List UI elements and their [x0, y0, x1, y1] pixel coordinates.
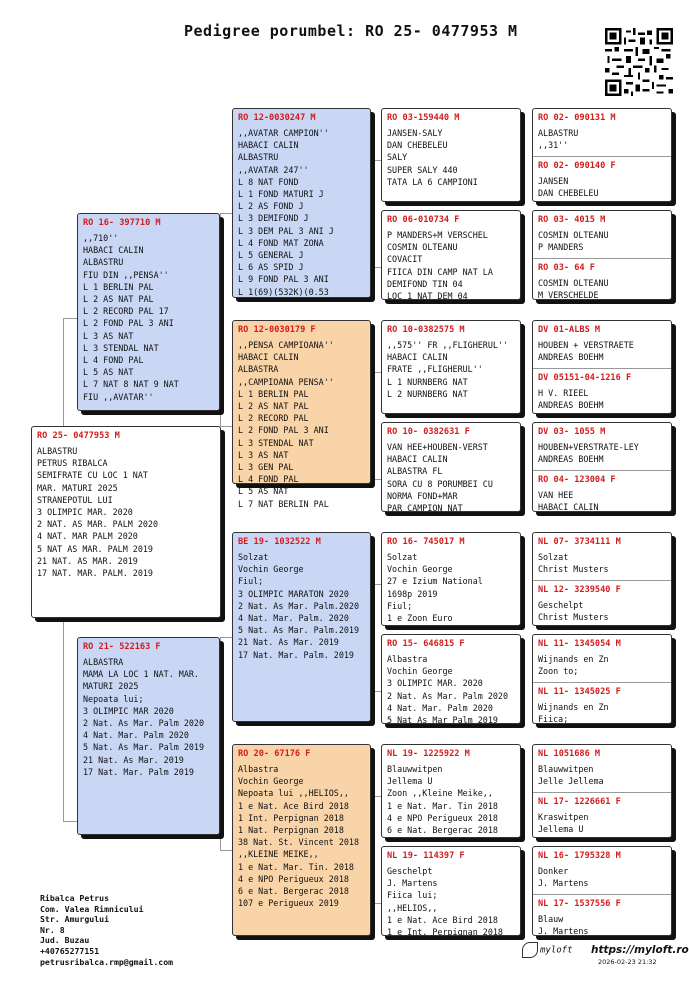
website-link[interactable]: https://myloft.ro: [591, 944, 689, 956]
great-great-grandparent-pair: [532, 210, 672, 300]
pedigree-line: ANDREAS BOEHM: [538, 454, 604, 465]
great-grandparent-card[interactable]: [381, 846, 521, 936]
myloft-logo: [522, 942, 573, 958]
pedigree-line: 5 Nat. As Mar. Palm 2019: [83, 742, 205, 753]
grandparent-card[interactable]: [232, 108, 371, 298]
grandparent-card[interactable]: [232, 320, 371, 509]
pedigree-line: 21 NAT. AS MAR. 2019: [37, 555, 138, 566]
great-grandparent-card[interactable]: [381, 108, 521, 202]
pedigree-line: L 3 DEMIFOND J: [238, 213, 309, 224]
great-grandparent-id: NL 19- 114397 F: [387, 851, 465, 861]
owner-name: Ribalca Petrus: [40, 893, 110, 903]
pedigree-line: 5 Nat. As Mar. Palm.2019: [238, 625, 360, 636]
owner-address: Nr. 8: [40, 924, 65, 935]
pedigree-line: 1 Nat. Perpignan 2018: [238, 825, 344, 836]
grandparent-lines: [238, 127, 365, 298]
great-great-grandparent-card[interactable]: [533, 211, 671, 258]
pedigree-line: 1 e Int. Perpignan 2018: [387, 927, 503, 938]
pedigree-line: L 8 NAT FOND: [238, 176, 299, 187]
great-grandparent-id: NL 19- 1225922 M: [387, 749, 470, 759]
great-great-grandparent-card[interactable]: [533, 368, 671, 413]
great-grandparent-lines: [387, 339, 515, 400]
pedigree-line: HABACI CALIN: [387, 454, 448, 465]
great-great-grandparent-card[interactable]: [533, 894, 671, 939]
pedigree-line: Christ Musters: [538, 564, 609, 575]
great-great-grandparent-card[interactable]: [533, 321, 671, 368]
pedigree-line: 4 Nat. Mar. Palm 2020: [83, 730, 189, 741]
grandparent-card[interactable]: [232, 744, 371, 936]
pedigree-line: Blauwwitpen: [387, 764, 443, 774]
great-grandparent-lines: [387, 763, 515, 836]
owner-address: Com. Valea Rimnicului: [40, 903, 144, 914]
pedigree-line: ,,KLEINE MEIKE,,: [238, 849, 319, 860]
pedigree-line: L 1(69)(532K)(0.53: [238, 286, 329, 297]
pedigree-line: 2 Nat. As Mar. Palm 2020: [83, 718, 205, 729]
pedigree-line: ALBASTRA: [238, 364, 279, 375]
pedigree-line: 2 Nat. As Mar. Palm 2020: [387, 690, 509, 701]
grandparent-card[interactable]: [232, 532, 371, 722]
pedigree-line: Fiul;: [387, 600, 413, 611]
pedigree-line: ALBASTRU: [238, 152, 279, 163]
pedigree-line: L 3 AS NAT: [83, 330, 134, 341]
pedigree-line: L 2 AS FOND J: [238, 201, 304, 212]
great-great-grandparent-card[interactable]: [533, 258, 671, 303]
great-great-grandparent-id: RO 02- 090140 F: [538, 161, 616, 171]
great-great-grandparent-id: RO 02- 090131 M: [538, 113, 616, 123]
great-great-grandparent-card[interactable]: [533, 847, 671, 894]
pedigree-line: 1 Int. Perpignan 2018: [238, 812, 344, 823]
pedigree-line: Solzat: [538, 552, 569, 562]
pedigree-line: ,,HELIOS,,: [387, 902, 438, 913]
pedigree-line: Nepoata lui;: [83, 693, 144, 704]
great-grandparent-card[interactable]: [381, 532, 521, 626]
great-great-grandparent-pair: [532, 320, 672, 414]
pedigree-line: FIU ,,AVATAR'': [83, 391, 154, 402]
great-grandparent-id: RO 10- 0382631 F: [387, 427, 470, 437]
pedigree-line: PAR CAMPION NAT: [387, 503, 463, 514]
pedigree-line: ,,575'' FR ,,FLIGHERUL'': [387, 340, 509, 350]
pedigree-line: STRANEPOTUL LUI: [37, 494, 113, 505]
pedigree-line: L 9 FOND PAL 3 ANI: [238, 274, 329, 285]
pedigree-line: L 1 BERLIN PAL: [238, 388, 309, 399]
pedigree-line: L 4 FOND PAL: [238, 474, 299, 485]
pedigree-line: L 2 AS NAT PAL: [238, 401, 309, 412]
pedigree-line: 6 e Nat. Bergerac 2018: [238, 886, 349, 897]
subject-card[interactable]: [31, 426, 221, 618]
pedigree-line: 3 OLIMPIC MAR 2020: [83, 705, 174, 716]
pedigree-line: J. Martens: [538, 926, 589, 937]
pedigree-line: 1 e Zoon Euro: [387, 613, 453, 624]
pedigree-line: 2 NAT. AS MAR. PALM 2020: [37, 519, 159, 530]
pedigree-line: Jelle Jellema: [538, 776, 604, 787]
pedigree-line: 1 e Nat. Mar. Tin. 2018: [238, 861, 354, 872]
pedigree-line: L 3 DEM PAL 3 ANI J: [238, 225, 334, 236]
pedigree-line: 27 e Izium National: [387, 576, 483, 587]
pedigree-line: FRATE ,,FLIGHERUL'': [387, 364, 483, 375]
pedigree-line: L 4 FOND PAL: [83, 355, 144, 366]
pedigree-line: L 7 NAT 8 NAT 9 NAT: [83, 379, 179, 390]
great-great-grandparent-id: DV 01-ALBS M: [538, 325, 601, 335]
pedigree-line: Fiica;: [538, 714, 569, 725]
pedigree-line: Albastra: [238, 764, 279, 774]
pedigree-line: 17 Nat. Mar. Palm. 2019: [238, 649, 354, 660]
great-great-grandparent-id: DV 03- 1055 M: [538, 427, 606, 437]
pedigree-line: COSMIN OLTEANU: [387, 242, 458, 253]
pedigree-line: L 5 AS NAT: [238, 486, 289, 497]
great-great-grandparent-id: NL 1051686 M: [538, 749, 601, 759]
sire-id: RO 16- 397710 M: [83, 218, 161, 228]
page-title: Pedigree porumbel: RO 25- 0477953 M: [184, 22, 518, 40]
great-great-grandparent-pair: [532, 422, 672, 512]
pedigree-line: FIICA DIN CAMP NAT LA: [387, 266, 493, 277]
great-grandparent-lines: [387, 865, 515, 938]
pedigree-line: L 1 NURNBERG NAT: [387, 376, 468, 387]
pedigree-line: ALBASTRU: [538, 128, 579, 138]
pedigree-line: L 1 FOND MATURI J: [238, 189, 324, 200]
owner-email[interactable]: petrusribalca.rmp@gmail.com: [40, 956, 174, 967]
pedigree-line: Blauwwitpen: [538, 764, 594, 774]
great-great-grandparent-id: NL 16- 1795328 M: [538, 851, 621, 861]
pedigree-line: Donker: [538, 866, 569, 876]
pedigree-line: Nepoata lui ,,HELIOS,,: [238, 788, 349, 799]
pedigree-line: 1 e Nat. Ace Bird 2018: [238, 800, 349, 811]
logo-text: myloft: [540, 945, 573, 956]
pedigree-line: M VERSCHELDE: [538, 290, 599, 301]
pedigree-line: ALBASTRA FL: [387, 466, 443, 477]
great-great-grandparent-card[interactable]: [533, 635, 671, 682]
pedigree-line: Wijnands en Zn: [538, 702, 609, 712]
pedigree-line: L 1 BERLIN PAL: [83, 281, 154, 292]
pedigree-line: Fiul;: [238, 576, 264, 587]
pedigree-line: Vochin George: [387, 666, 453, 677]
pedigree-line: HABACI CALIN: [538, 502, 599, 513]
grandparent-id: RO 12-0030247 M: [238, 113, 316, 123]
qr-code-icon: [605, 28, 673, 96]
pedigree-line: L 2 RECORD PAL: [238, 413, 309, 424]
pedigree-line: SUPER SALY 440: [387, 164, 458, 175]
great-grandparent-card[interactable]: [381, 320, 521, 414]
dam-id: RO 21- 522163 F: [83, 642, 161, 652]
great-great-grandparent-pair: [532, 532, 672, 626]
pedigree-line: VAN HEE+HOUBEN-VERST: [387, 442, 488, 452]
pedigree-line: HABACI CALIN: [238, 140, 299, 151]
subject-lines: [37, 445, 215, 579]
great-grandparent-id: RO 03-159440 M: [387, 113, 460, 123]
great-grandparent-id: RO 15- 646815 F: [387, 639, 465, 649]
great-grandparent-lines: [387, 127, 515, 188]
pedigree-line: ,,PENSA CAMPIOANA'': [238, 340, 334, 350]
great-grandparent-lines: [387, 551, 515, 624]
pedigree-line: SEMIFRATE CU LOC 1 NAT: [37, 470, 148, 481]
dam-lines: [83, 656, 214, 778]
pedigree-line: Christ Musters: [538, 612, 609, 623]
pedigree-line: ,,AVATAR CAMPION'': [238, 128, 329, 138]
grandparent-lines: [238, 339, 365, 510]
pedigree-line: L 4 FOND MAT ZONA: [238, 237, 324, 248]
subject-id: RO 25- 0477953 M: [37, 431, 120, 441]
pedigree-line: J. Martens: [387, 878, 438, 889]
pedigree-line: DAN CHEBELEU: [538, 188, 599, 199]
pedigree-line: 3 OLIMPIC MARATON 2020: [238, 588, 349, 599]
great-grandparent-lines: [387, 229, 515, 302]
owner-info: [40, 893, 173, 967]
pedigree-line: SALY: [387, 152, 408, 163]
pedigree-line: COSMIN OLTEANU: [538, 278, 609, 288]
pedigree-line: L 2 AS NAT PAL: [83, 294, 154, 305]
great-grandparent-card[interactable]: [381, 744, 521, 838]
great-great-grandparent-id: RO 03- 4015 M: [538, 215, 606, 225]
pedigree-line: HOUBEN + VERSTRAETE: [538, 340, 634, 350]
pedigree-line: 1 e Nat. Ace Bird 2018: [387, 914, 498, 925]
pedigree-line: ,,CAMPIOANA PENSA'': [238, 376, 334, 387]
great-great-grandparent-id: NL 07- 3734111 M: [538, 537, 621, 547]
pedigree-line: ,,AVATAR 247'': [238, 164, 309, 175]
great-great-grandparent-card[interactable]: [533, 792, 671, 837]
great-great-grandparent-card[interactable]: [533, 580, 671, 625]
pedigree-line: Jellema U: [538, 824, 584, 835]
pedigree-line: Fiica lui;: [387, 890, 438, 901]
pedigree-line: L 5 AS NAT: [83, 367, 134, 378]
pedigree-line: L 3 STENDAL NAT: [238, 437, 314, 448]
great-great-grandparent-id: NL 17- 1537556 F: [538, 899, 621, 909]
pedigree-line: ALBASTRU: [37, 446, 78, 456]
great-great-grandparent-card[interactable]: [533, 423, 671, 470]
pedigree-line: MAR. MATURI 2025: [37, 482, 118, 493]
pedigree-line: 17 NAT. MAR. PALM. 2019: [37, 568, 153, 579]
pedigree-line: TATA LA 6 CAMPIONI: [387, 176, 478, 187]
pedigree-line: 21 Nat. As Mar. 2019: [238, 637, 339, 648]
great-grandparent-id: RO 10-0382575 M: [387, 325, 465, 335]
grandparent-lines: [238, 763, 365, 909]
pedigree-line: 1698p 2019: [387, 588, 438, 599]
great-grandparent-id: RO 16- 745017 M: [387, 537, 465, 547]
pedigree-line: Vochin George: [238, 564, 304, 575]
pedigree-line: 3 OLIMPIC MAR. 2020: [387, 678, 483, 689]
great-great-grandparent-id: NL 17- 1226661 F: [538, 797, 621, 807]
pedigree-line: HABACI CALIN: [83, 245, 144, 256]
timestamp: 2026-02-23 21:32: [598, 958, 657, 966]
pedigree-line: ,,710'': [83, 233, 119, 243]
great-great-grandparent-id: NL 11- 1345054 M: [538, 639, 621, 649]
great-great-grandparent-pair: [532, 846, 672, 936]
pedigree-line: J. Martens: [538, 878, 589, 889]
pedigree-line: Kraswitpen: [538, 812, 589, 822]
pedigree-line: PETRUS RIBALCA: [37, 458, 108, 469]
grandparent-id: RO 12-0030179 F: [238, 325, 316, 335]
owner-phone[interactable]: +40765277151: [40, 945, 100, 956]
pedigree-line: MATURI 2025: [83, 681, 139, 692]
great-great-grandparent-card[interactable]: [533, 470, 671, 515]
pedigree-line: ,,31'': [538, 140, 569, 151]
great-grandparent-card[interactable]: [381, 422, 521, 512]
pedigree-line: 4 NAT. MAR PALM 2020: [37, 531, 138, 542]
pedigree-line: ALBASTRA: [83, 657, 124, 667]
pedigree-line: L 2 RECORD PAL 17: [83, 306, 169, 317]
pedigree-line: 4 e NPO Perigueux 2018: [238, 873, 349, 884]
sire-card[interactable]: [77, 213, 220, 411]
great-great-grandparent-pair: [532, 744, 672, 838]
pedigree-line: 5 NAT AS MAR. PALM 2019: [37, 543, 153, 554]
great-grandparent-id: RO 06-010734 F: [387, 215, 460, 225]
pedigree-line: HABACI CALIN: [238, 352, 299, 363]
great-great-grandparent-id: DV 05151-04-1216 F: [538, 373, 632, 383]
pedigree-line: H V. RIEEL: [538, 388, 589, 398]
pedigree-line: 1 e Nat. Mar. Tin 2018: [387, 800, 498, 811]
pedigree-line: Jellema U: [387, 776, 433, 787]
great-great-grandparent-id: RO 04- 123004 F: [538, 475, 616, 485]
pedigree-line: 6 e Nat. Bergerac 2018: [387, 825, 498, 836]
pedigree-line: 5 Nat As Mar Palm 2019: [387, 715, 498, 726]
grandparent-id: RO 20- 67176 F: [238, 749, 311, 759]
great-great-grandparent-pair: [532, 108, 672, 202]
grandparent-lines: [238, 551, 365, 661]
pedigree-line: Wijnands en Zn: [538, 654, 609, 664]
pedigree-line: L 2 FOND PAL 3 ANI: [238, 425, 329, 436]
pedigree-line: Zoon to;: [538, 666, 579, 677]
pedigree-line: 107 e Perigueux 2019: [238, 898, 339, 909]
pedigree-line: L 2 FOND PAL 3 ANI: [83, 318, 174, 329]
grandparent-id: BE 19- 1032522 M: [238, 537, 321, 547]
pedigree-line: ALBASTRU: [83, 257, 124, 268]
great-great-grandparent-card[interactable]: [533, 682, 671, 727]
pedigree-line: L 3 AS NAT: [238, 449, 289, 460]
pedigree-line: NORMA FOND+MAR: [387, 490, 458, 501]
great-great-grandparent-pair: [532, 634, 672, 724]
great-great-grandparent-card[interactable]: [533, 533, 671, 580]
pedigree-line: FIU DIN ,,PENSA'': [83, 269, 169, 280]
pedigree-line: P MANDERS+M VERSCHEL: [387, 230, 488, 240]
pedigree-line: 3 OLIMPIC MAR. 2020: [37, 507, 133, 518]
pedigree-line: Geschelpt: [387, 866, 433, 876]
pedigree-line: Zoon ,,Kleine Meike,,: [387, 788, 493, 799]
great-grandparent-card[interactable]: [381, 210, 521, 300]
pedigree-line: 4 Nat. Mar. Palm 2020: [387, 702, 493, 713]
pedigree-line: 38 Nat. St. Vincent 2018: [238, 837, 360, 848]
great-great-grandparent-id: NL 11- 1345025 F: [538, 687, 621, 697]
pedigree-line: P MANDERS: [538, 242, 584, 253]
pedigree-line: DAN CHEBELEU: [387, 140, 448, 151]
pedigree-line: LOC 1 NAT DEM 04: [387, 291, 468, 302]
great-grandparent-card[interactable]: [381, 634, 521, 724]
pedigree-line: ANDREAS BOEHM: [538, 352, 604, 363]
pedigree-line: Blauw: [538, 914, 564, 924]
owner-address: Str. Amurgului: [40, 914, 110, 925]
great-grandparent-lines: [387, 441, 515, 514]
pedigree-line: VAN HEE: [538, 490, 574, 500]
pedigree-line: JANSEN-SALY: [387, 128, 443, 138]
pedigree-line: DEMIFOND TIN 04: [387, 278, 463, 289]
pedigree-line: L 2 NURNBERG NAT: [387, 388, 468, 399]
pedigree-line: MAMA LA LOC 1 NAT. MAR.: [83, 669, 199, 680]
pedigree-line: L 3 STENDAL NAT: [83, 342, 159, 353]
pedigree-line: L 5 GENERAL J: [238, 250, 304, 261]
pedigree-line: HOUBEN+VERSTRATE-LEY: [538, 442, 639, 452]
pedigree-line: L 7 NAT BERLIN PAL: [238, 498, 329, 509]
great-grandparent-lines: [387, 653, 515, 726]
pedigree-line: Geschelpt: [538, 600, 584, 610]
pedigree-line: COSMIN OLTEANU: [538, 230, 609, 240]
pedigree-line: 4 Nat. Mar. Palm. 2020: [238, 613, 349, 624]
pedigree-line: Solzat: [387, 552, 418, 562]
pedigree-line: 17 Nat. Mar. Palm 2019: [83, 766, 194, 777]
owner-address: Jud. Buzau: [40, 935, 90, 946]
pedigree-line: 2 Nat. As Mar. Palm.2020: [238, 600, 360, 611]
great-great-grandparent-id: NL 12- 3239540 F: [538, 585, 621, 595]
pedigree-line: L 3 GEN PAL: [238, 462, 294, 473]
pedigree-line: SORA CU 8 PORUMBEI CU: [387, 478, 493, 489]
pedigree-line: 21 Nat. As Mar. 2019: [83, 754, 184, 765]
pedigree-line: Vochin George: [387, 564, 453, 575]
pedigree-line: JANSEN: [538, 176, 569, 186]
pedigree-line: Albastra: [387, 654, 428, 664]
great-great-grandparent-id: RO 03- 64 F: [538, 263, 595, 273]
pedigree-line: COVACIT: [387, 254, 423, 265]
pedigree-line: HABACI CALIN: [387, 352, 448, 363]
sire-lines: [83, 232, 214, 403]
pedigree-line: Solzat: [238, 552, 269, 562]
pedigree-line: L 6 AS SPID J: [238, 262, 304, 273]
pedigree-line: Vochin George: [238, 776, 304, 787]
pedigree-line: 4 e NPO Perigueux 2018: [387, 812, 498, 823]
great-great-grandparent-card[interactable]: [533, 156, 671, 201]
dam-card[interactable]: [77, 637, 220, 835]
great-great-grandparent-card[interactable]: [533, 745, 671, 792]
great-great-grandparent-card[interactable]: [533, 109, 671, 156]
bird-icon: [522, 942, 538, 958]
pedigree-line: ANDREAS BOEHM: [538, 400, 604, 411]
